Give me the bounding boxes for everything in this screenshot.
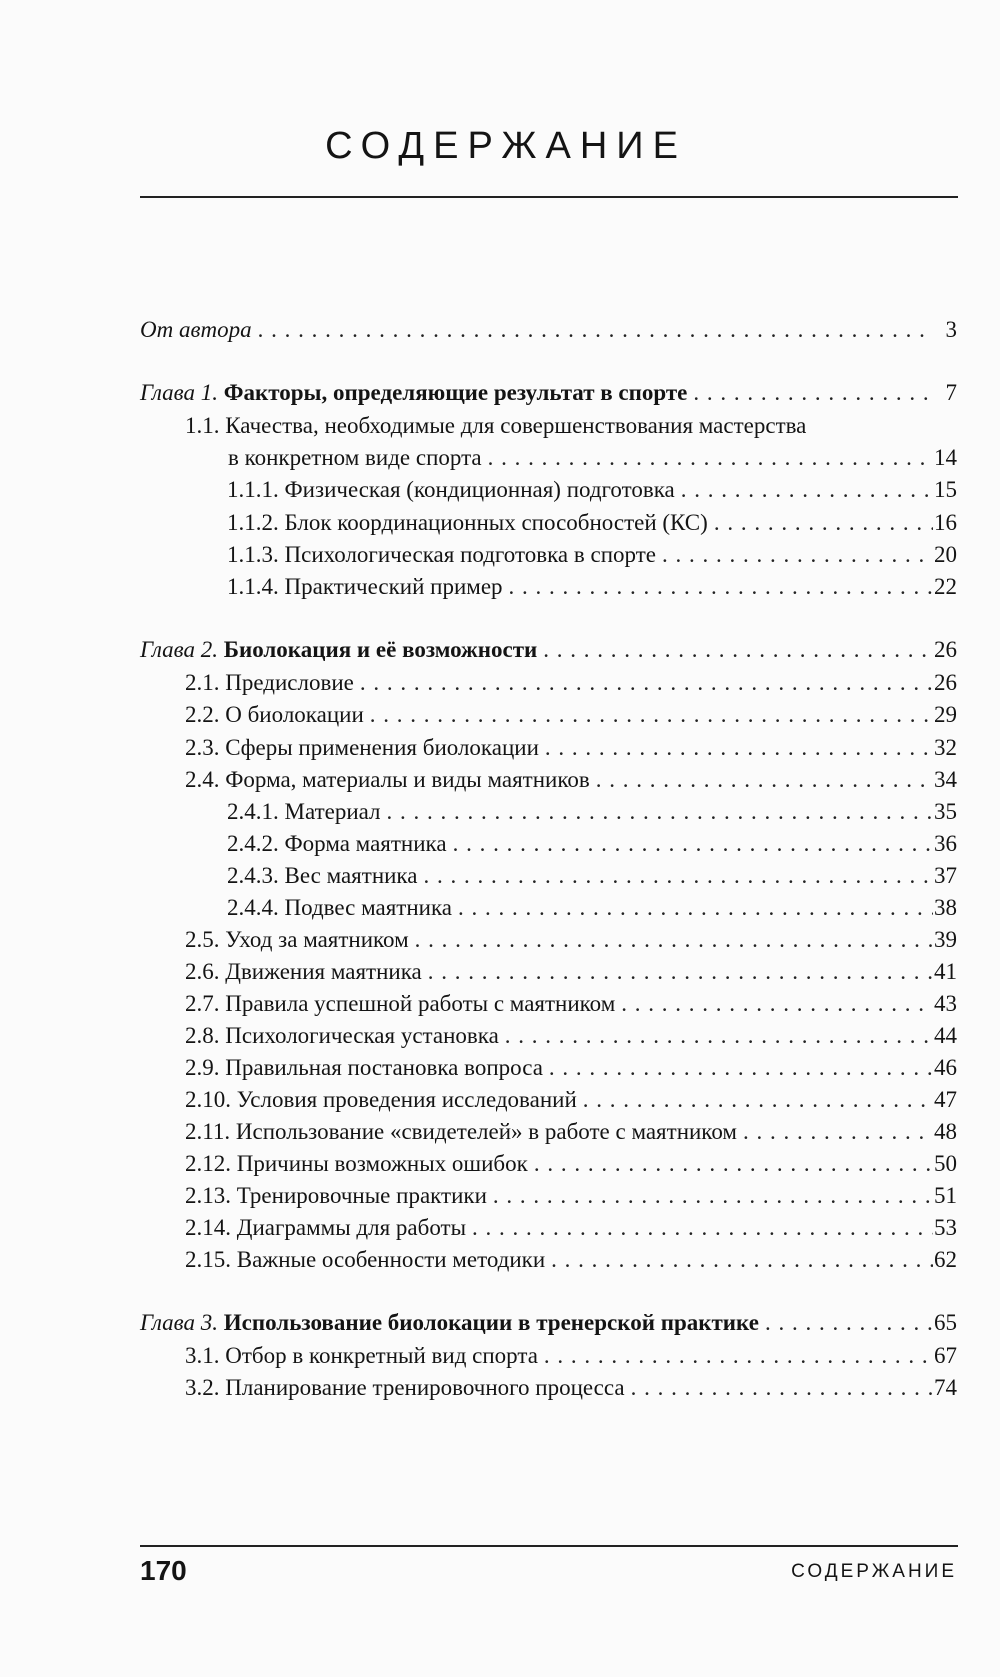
toc-page-number: 39	[934, 927, 957, 952]
chapter-prefix: Глава 1.	[140, 380, 218, 405]
dot-leader	[675, 473, 933, 507]
chapter-prefix: Глава 2.	[140, 637, 218, 662]
toc-entry-label	[140, 1306, 759, 1340]
chapter-title: Биолокация и её возможности	[223, 637, 538, 662]
dot-leader	[409, 923, 933, 957]
toc-page-number: 74	[934, 1375, 957, 1400]
toc-entry-label	[227, 473, 675, 507]
toc-entry-label	[185, 923, 409, 957]
dot-leader	[656, 538, 933, 572]
chapter-title: Использование биолокации в тренерской практике	[223, 1310, 759, 1335]
section-title: 2.4. Форма, материалы и виды маятников	[185, 767, 590, 792]
toc-entry-label	[185, 955, 422, 989]
toc-page-number: 32	[934, 735, 957, 760]
section-title: 2.13. Тренировочные практики	[185, 1183, 487, 1208]
running-head: СОДЕРЖАНИЕ	[791, 1561, 957, 1582]
toc-page-number: 51	[934, 1183, 957, 1208]
toc-entry-label	[185, 1147, 528, 1181]
dot-leader	[537, 633, 933, 667]
toc-page-number: 14	[934, 445, 957, 470]
toc-page-number: 34	[934, 767, 957, 792]
toc-entry	[227, 891, 957, 925]
toc-page-number: 35	[934, 799, 957, 824]
footer-rule	[140, 1545, 958, 1547]
section-title: 3.2. Планирование тренировочного процесса	[185, 1375, 625, 1400]
toc-entry	[185, 1211, 957, 1245]
toc-entry-label	[185, 1051, 543, 1085]
dot-leader	[538, 1339, 933, 1373]
chapter-prefix: Глава 3.	[140, 1310, 218, 1335]
toc-entry-label	[140, 313, 252, 347]
toc-entry	[185, 698, 957, 732]
toc-page-number: 41	[934, 959, 957, 984]
toc-entry-continuation	[228, 441, 957, 475]
dot-leader	[447, 827, 933, 861]
dot-leader	[708, 506, 933, 540]
section-title: 2.15. Важные особенности методики	[185, 1247, 546, 1272]
toc-entry	[185, 1147, 957, 1181]
section-title: 2.9. Правильная постановка вопроса	[185, 1055, 543, 1080]
dot-leader	[539, 731, 933, 765]
section-title: 1.1.1. Физическая (кондиционная) подготовка	[227, 477, 675, 502]
toc-entry-label	[227, 859, 417, 893]
toc-entry	[227, 795, 957, 829]
toc-page-number: 26	[934, 637, 957, 662]
toc-page-number: 53	[934, 1215, 957, 1240]
toc-page-number: 37	[934, 863, 957, 888]
toc-entry	[185, 1019, 957, 1053]
page-title: СОДЕРЖАНИЕ	[325, 125, 687, 167]
toc-entry	[185, 1051, 957, 1085]
section-title-continuation: в конкретном виде спорта	[228, 445, 482, 470]
toc-entry-label	[227, 891, 452, 925]
toc-entry	[227, 506, 957, 540]
dot-leader	[737, 1115, 933, 1149]
toc-entry	[185, 1339, 957, 1373]
dot-leader	[487, 1179, 933, 1213]
dot-leader	[503, 570, 933, 604]
toc-entry	[185, 763, 957, 797]
toc-entry-label	[227, 827, 447, 861]
toc-page-number: 43	[934, 991, 957, 1016]
dot-leader	[759, 1306, 933, 1340]
toc-entry-label	[185, 987, 615, 1021]
toc-page-number: 16	[934, 510, 957, 535]
toc-page-number: 26	[934, 670, 957, 695]
toc-page-number: 48	[934, 1119, 957, 1144]
toc-entry-label	[227, 570, 503, 604]
toc-entry	[185, 987, 957, 1021]
section-title: 2.4.4. Подвес маятника	[227, 895, 453, 920]
toc-entry-label	[140, 376, 687, 410]
toc-entry	[185, 1115, 957, 1149]
toc-page-number: 62	[934, 1247, 957, 1272]
toc-page-number: 65	[934, 1310, 957, 1335]
toc-page-number: 36	[934, 831, 957, 856]
toc-entry	[227, 473, 957, 507]
toc-entry-label	[185, 666, 354, 700]
toc-entry-label	[185, 698, 364, 732]
section-title: 1.1.3. Психологическая подготовка в спорте	[227, 542, 656, 567]
toc-entry	[227, 538, 957, 572]
toc-entry	[185, 923, 957, 957]
dot-leader	[466, 1211, 933, 1245]
dot-leader	[545, 1243, 933, 1277]
toc-page-number: 50	[934, 1151, 957, 1176]
dot-leader	[422, 955, 933, 989]
section-title: 2.3. Сферы применения биолокации	[185, 735, 539, 760]
toc-page-number: 22	[934, 574, 957, 599]
dot-leader	[590, 763, 933, 797]
page-number: 170	[140, 1555, 187, 1586]
toc-page-number: 7	[945, 380, 957, 405]
dot-leader	[687, 376, 933, 410]
toc-page-number: 46	[934, 1055, 957, 1080]
toc-entry	[227, 827, 957, 861]
toc-entry-label	[185, 1243, 545, 1277]
toc-page-number: 3	[945, 317, 957, 342]
toc-entry	[185, 1083, 957, 1117]
section-title: От автора	[140, 317, 252, 342]
dot-leader	[577, 1083, 933, 1117]
toc-entry-label	[227, 506, 708, 540]
dot-leader	[499, 1019, 933, 1053]
toc-page-number: 29	[934, 702, 957, 727]
toc-entry-label	[140, 633, 537, 667]
dot-leader	[615, 987, 933, 1021]
toc-entry-label	[227, 538, 656, 572]
toc-entry-label	[185, 1339, 538, 1373]
toc-entry-label	[185, 763, 590, 797]
toc-entry	[185, 731, 957, 765]
section-title: 2.10. Условия проведения исследований	[185, 1087, 577, 1112]
toc-entry	[140, 1306, 957, 1340]
section-title: 2.8. Психологическая установка	[185, 1023, 499, 1048]
toc-entry-label	[185, 731, 539, 765]
dot-leader	[528, 1147, 933, 1181]
dot-leader	[364, 698, 933, 732]
section-title: 2.4.2. Форма маятника	[227, 831, 447, 856]
section-title: 2.6. Движения маятника	[185, 959, 422, 984]
toc-entry	[185, 666, 957, 700]
toc-page-number: 38	[934, 895, 957, 920]
toc-entry	[185, 1371, 957, 1405]
toc-entry	[227, 570, 957, 604]
section-title: 2.12. Причины возможных ошибок	[185, 1151, 528, 1176]
dot-leader	[482, 441, 933, 475]
section-title: 3.1. Отбор в конкретный вид спорта	[185, 1343, 538, 1368]
toc-page-number: 20	[934, 542, 957, 567]
toc-page-number: 67	[934, 1343, 957, 1368]
section-title: 2.2. О биолокации	[185, 702, 364, 727]
section-title: 2.7. Правила успешной работы с маятником	[185, 991, 616, 1016]
section-title: 2.5. Уход за маятником	[185, 927, 409, 952]
toc-entry	[185, 409, 957, 443]
dot-leader	[354, 666, 933, 700]
section-title: 2.4.1. Материал	[227, 799, 381, 824]
toc-entry-label	[185, 409, 806, 443]
dot-leader	[417, 859, 933, 893]
toc-entry-label	[227, 795, 381, 829]
toc-entry	[185, 955, 957, 989]
dot-leader	[252, 313, 933, 347]
toc-page-number: 15	[934, 477, 957, 502]
toc-entry-label	[185, 1371, 625, 1405]
toc-entry-label	[185, 1115, 737, 1149]
section-title: 2.1. Предисловие	[185, 670, 354, 695]
section-title: 2.14. Диаграммы для работы	[185, 1215, 467, 1240]
toc-entry	[140, 376, 957, 410]
toc-page-number: 44	[934, 1023, 957, 1048]
toc-entry-label	[185, 1019, 499, 1053]
toc-entry	[185, 1243, 957, 1277]
section-title: 2.11. Использование «свидетелей» в работе с маятником	[185, 1119, 737, 1144]
toc-entry-label	[185, 1179, 487, 1213]
toc-entry	[140, 313, 957, 347]
chapter-title: Факторы, определяющие результат в спорте	[223, 380, 688, 405]
section-title: 2.4.3. Вес маятника	[227, 863, 418, 888]
section-title: 1.1. Качества, необходимые для совершенствования мастерства	[185, 413, 807, 438]
dot-leader	[381, 795, 933, 829]
toc-entry-label	[185, 1083, 577, 1117]
section-title: 1.1.2. Блок координационных способностей (КС)	[227, 510, 708, 535]
dot-leader	[543, 1051, 933, 1085]
toc-page-number: 47	[934, 1087, 957, 1112]
toc-entry	[140, 633, 957, 667]
dot-leader	[625, 1371, 933, 1405]
section-title: 1.1.4. Практический пример	[227, 574, 503, 599]
toc-entry-label	[185, 1211, 466, 1245]
dot-leader	[452, 891, 933, 925]
toc-entry	[185, 1179, 957, 1213]
toc-entry	[227, 859, 957, 893]
